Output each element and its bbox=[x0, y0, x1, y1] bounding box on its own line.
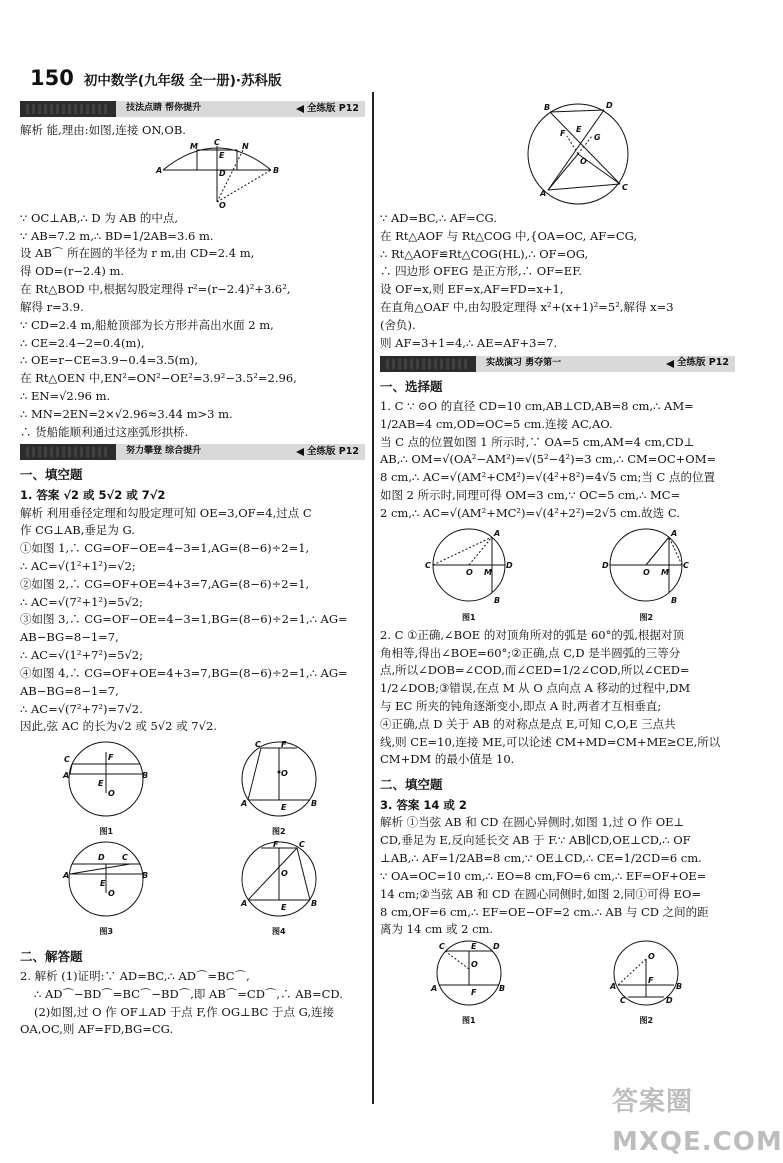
text-line: 在直角△OAF 中,由勾股定理得 x²+(x+1)²=5²,解得 x=3 bbox=[380, 300, 674, 315]
bridge-diagram bbox=[155, 137, 280, 210]
svg-text:A: A bbox=[493, 528, 500, 538]
text-line: 离为 14 cm 或 2 cm. bbox=[380, 922, 494, 937]
svg-text:D: D bbox=[602, 560, 609, 570]
watermark-logo: 答案圈 MXQE.COM bbox=[612, 1087, 783, 1158]
svg-text:M: M bbox=[661, 567, 670, 577]
banner-decoration bbox=[380, 356, 476, 372]
section-title: 二、解答题 bbox=[20, 948, 83, 964]
svg-text:E: E bbox=[470, 942, 477, 952]
text-line: 在 Rt△BOD 中,根据勾股定理得 r²=(r−2.4)²+3.6², bbox=[20, 282, 291, 297]
text-line: 1/2AB=4 cm,OD=OC=5 cm.连接 AC,AO. bbox=[380, 416, 613, 431]
svg-text:A: A bbox=[671, 528, 678, 538]
figure-4 bbox=[235, 838, 323, 938]
svg-text:F: F bbox=[470, 988, 477, 998]
text-line: 当 C 点的位置如图 1 所示时,∵ OA=5 cm,AM=4 cm,CD⊥ bbox=[380, 434, 695, 449]
svg-text:D: D bbox=[505, 560, 513, 570]
svg-text:C: C bbox=[214, 137, 220, 147]
figure-caption: 图1 bbox=[461, 613, 476, 623]
svg-text:B: B bbox=[671, 595, 678, 605]
text-line: ∴ EN=√2.96 m. bbox=[20, 388, 111, 403]
text-line: ①如图 1,∴ CG=OF−OE=4−3=1,AG=(8−6)÷2=1, bbox=[20, 541, 310, 556]
svg-text:D: D bbox=[492, 942, 500, 952]
text-line: 解析 能,理由:如图,连接 ON,OB. bbox=[20, 123, 186, 137]
svg-text:B: B bbox=[676, 982, 683, 992]
text-line: AB−BG=8−1=7, bbox=[20, 630, 119, 645]
text-line: 1/2∠DOB;③错误,在点 M 从 O 点向点 A 移动的过程中,DM bbox=[380, 681, 691, 696]
text-line: ∴ AC=√(7²+1²)=5√2; bbox=[20, 594, 143, 609]
svg-text:D: D bbox=[606, 101, 613, 110]
section-banner bbox=[20, 100, 365, 118]
figure-row bbox=[380, 939, 735, 1027]
svg-text:F: F bbox=[272, 840, 279, 850]
text-line: 8 cm,OF=6 cm,∴ EF=OE−OF=2 cm.∴ AB 与 CD 之间的距 bbox=[380, 904, 709, 919]
answer-line: 3. 答案 14 或 2 bbox=[380, 797, 467, 812]
svg-text:C: C bbox=[620, 996, 627, 1006]
section-banner bbox=[20, 443, 365, 461]
text-line: 在 Rt△OEN 中,EN²=ON²−OE²=3.9²−3.5²=2.96, bbox=[20, 371, 297, 386]
svg-text:D: D bbox=[219, 168, 226, 178]
text-line: 得 OD=(r−2.4) m. bbox=[20, 264, 125, 279]
banner-tag-text: 全练版 P12 bbox=[307, 446, 359, 458]
text-line: ⊥AB,∴ AF=1/2AB=8 cm,∵ OE⊥CD,∴ CE=1/2CD=6 cm. bbox=[380, 851, 702, 866]
svg-text:B: B bbox=[142, 771, 149, 781]
right-top-figure bbox=[380, 92, 735, 210]
svg-text:A: A bbox=[156, 165, 163, 175]
figure-caption: 图4 bbox=[271, 927, 286, 937]
figure-2 bbox=[235, 738, 323, 838]
text-line: ④正确,点 D 关于 AB 的对称点是点 E,可知 C,O,E 三点共 bbox=[380, 716, 676, 731]
svg-text:C: C bbox=[438, 942, 445, 952]
book-title: 初中数学(九年级 全一册)·苏科版 bbox=[83, 73, 282, 89]
text-line: 解析 ①当弦 AB 和 CD 在圆心异侧时,如图 1,过 O 作 OE⊥ bbox=[380, 815, 685, 830]
figure-caption: 图2 bbox=[639, 1015, 654, 1025]
column-divider bbox=[372, 92, 374, 1104]
banner-tag bbox=[664, 356, 735, 372]
svg-text:B: B bbox=[493, 595, 500, 605]
text-line: 设 OF=x,则 EF=x,AF=FD=x+1, bbox=[380, 282, 564, 297]
svg-text:O: O bbox=[108, 789, 116, 799]
svg-text:O: O bbox=[465, 567, 473, 577]
svg-text:E: E bbox=[98, 779, 104, 789]
answer-line: 1. 答案 √2 或 5√2 或 7√2 bbox=[20, 487, 166, 502]
svg-text:D: D bbox=[98, 853, 105, 863]
svg-text:A: A bbox=[430, 984, 437, 994]
circle-diagram bbox=[520, 92, 635, 210]
arrow-icon bbox=[666, 360, 674, 368]
text-line: 与 EC 所夹的钝角逐渐变小,即点 A 时,两者才互相垂直; bbox=[380, 699, 662, 714]
svg-text:O: O bbox=[280, 769, 288, 779]
circle-diagram bbox=[62, 838, 150, 920]
text-line: ∵ OC⊥AB,∴ D 为 AB 的中点, bbox=[20, 210, 178, 225]
svg-text:O: O bbox=[643, 567, 651, 577]
svg-text:C: C bbox=[424, 560, 431, 570]
svg-text:A: A bbox=[240, 799, 247, 809]
section-title: 二、填空题 bbox=[380, 777, 443, 793]
svg-text:O: O bbox=[648, 952, 656, 962]
banner-tag bbox=[294, 444, 365, 460]
svg-text:O: O bbox=[219, 200, 226, 210]
text-line: ∴ AC=√(1²+1²)=√2; bbox=[20, 559, 136, 573]
section-banner bbox=[380, 355, 735, 373]
text-line: ④如图 4,∴ CG=OF+OE=4+3=7,BG=(8−6)÷2=1,∴ AG= bbox=[20, 665, 348, 680]
figure-caption: 图3 bbox=[99, 927, 114, 937]
text-line: 因此,弦 AC 的长为√2 或 5√2 或 7√2. bbox=[20, 719, 217, 734]
svg-text:A: A bbox=[240, 899, 247, 909]
figure-2 bbox=[601, 525, 691, 625]
svg-text:C: C bbox=[683, 560, 690, 570]
svg-text:F: F bbox=[108, 753, 114, 763]
svg-text:C: C bbox=[622, 183, 628, 192]
text-line: 1. C ∵ ⊙O 的直径 CD=10 cm,AB⊥CD,AB=8 cm,∴ AM= bbox=[380, 398, 694, 413]
text-line: ③如图 3,∴ CG=OF−OE=4−3=1,BG=(8−6)÷2=1,∴ AG= bbox=[20, 612, 348, 627]
svg-text:N: N bbox=[242, 141, 249, 151]
figure-1 bbox=[424, 525, 514, 625]
svg-text:A: A bbox=[63, 871, 70, 881]
svg-text:B: B bbox=[310, 799, 317, 809]
banner-tag-text: 全练版 P12 bbox=[307, 102, 359, 114]
svg-text:B: B bbox=[273, 165, 280, 175]
figure-row bbox=[20, 838, 365, 938]
text-line: 如图 2 所示时,同理可得 OM=3 cm,∵ OC=5 cm,∴ MC= bbox=[380, 487, 681, 502]
svg-text:E: E bbox=[280, 803, 287, 813]
svg-text:O: O bbox=[580, 157, 587, 166]
text-line: OA,OC,则 AF=FD,BG=CG. bbox=[20, 1022, 174, 1037]
circle-diagram bbox=[235, 738, 323, 820]
text-line: (舍负). bbox=[380, 317, 416, 332]
page-number: 150 bbox=[30, 66, 74, 90]
svg-text:E: E bbox=[576, 125, 582, 134]
text-line: ∴ OE=r−CE=3.9−0.4=3.5(m), bbox=[20, 353, 199, 368]
arrow-icon bbox=[296, 105, 304, 113]
banner-label: 努力攀登 综合提升 bbox=[116, 444, 294, 460]
svg-text:E: E bbox=[100, 879, 106, 889]
circle-diagram bbox=[604, 939, 688, 1009]
text-line: 8 cm,∴ AC=√(AM²+CM²)=√(4²+8²)=4√5 cm;当 C 点的位置 bbox=[380, 470, 716, 485]
text-line: ∵ AD=BC,∴ AF=CG. bbox=[380, 211, 497, 225]
svg-text:E: E bbox=[280, 903, 287, 913]
svg-text:O: O bbox=[280, 869, 288, 879]
svg-text:B: B bbox=[142, 871, 149, 881]
figure-caption: 图1 bbox=[99, 826, 114, 836]
arrow-icon bbox=[296, 448, 304, 456]
text-line: ∴ AC=√(7²+7²)=7√2. bbox=[20, 701, 143, 716]
figure-caption: 图2 bbox=[271, 826, 286, 836]
svg-text:C: C bbox=[298, 840, 305, 850]
text-line: CD,垂足为 E,反向延长交 AB 于 F.∵ AB∥CD,OE⊥CD,∴ OF bbox=[380, 833, 691, 848]
svg-text:F: F bbox=[648, 976, 654, 986]
text-line: ∴ 货船能顺利通过这座弧形拱桥. bbox=[20, 424, 189, 439]
figure-row bbox=[380, 525, 735, 625]
figure-row bbox=[20, 738, 365, 838]
figure-1 bbox=[62, 738, 150, 838]
text-line: (2)如图,过 O 作 OF⊥AD 于点 F,作 OG⊥BC 于点 G,连接 bbox=[34, 1004, 335, 1019]
svg-text:A: A bbox=[63, 771, 70, 781]
svg-text:M: M bbox=[483, 567, 492, 577]
figure-2 bbox=[604, 939, 688, 1027]
circle-diagram bbox=[62, 738, 150, 820]
text-line: 线,则 CE=10,连接 ME,可以论述 CM+MD=CM+ME≥CE,所以 bbox=[380, 734, 721, 749]
text-line: 14 cm;②当弦 AB 和 CD 在圆心同侧时,如图 2,同①可得 EO= bbox=[380, 886, 702, 901]
left-column bbox=[20, 98, 365, 1039]
svg-text:C: C bbox=[254, 740, 261, 750]
banner-tag-text: 全练版 P12 bbox=[677, 357, 729, 369]
text-line: ∴ AC=√(1²+7²)=5√2; bbox=[20, 648, 143, 663]
svg-text:C: C bbox=[64, 755, 71, 765]
text-line: ∴ MN=2EN=2×√2.96≈3.44 m>3 m. bbox=[20, 406, 233, 421]
svg-text:O: O bbox=[470, 960, 478, 970]
figure-3 bbox=[62, 838, 150, 938]
text-line: 设 AB⌒ 所在圆的半径为 r m,由 CD=2.4 m, bbox=[20, 246, 255, 261]
right-column bbox=[380, 92, 735, 1027]
text-line: AB,∴ OM=√(OA²−AM²)=√(5²−4²)=3 cm,∴ CM=OC+OM= bbox=[380, 452, 717, 467]
figure-caption: 图1 bbox=[461, 1015, 476, 1025]
circle-diagram bbox=[427, 939, 511, 1009]
text-line: CM+DM 的最小值是 10. bbox=[380, 752, 515, 767]
text-line: ∴ Rt△AOF≌Rt△COG(HL),∴ OF=OG, bbox=[380, 246, 589, 261]
svg-text:A: A bbox=[540, 189, 547, 198]
text-line: ②如图 2,∴ CG=OF+OE=4+3=7,AG=(8−6)÷2=1, bbox=[20, 576, 310, 591]
text-line: AB−BG=8−1=7, bbox=[20, 683, 119, 698]
banner-label: 技法点睛 帮你提升 bbox=[116, 101, 294, 117]
svg-text:G: G bbox=[594, 133, 601, 142]
text-line: ∴ 四边形 OFEG 是正方形,∴ OF=EF. bbox=[380, 264, 583, 279]
section-title: 一、填空题 bbox=[20, 467, 83, 483]
svg-text:F: F bbox=[280, 740, 287, 750]
text-line: ∴ CE=2.4−2=0.4(m), bbox=[20, 335, 145, 350]
banner-label: 实战演习 勇夺第一 bbox=[476, 356, 664, 372]
text-line: ∴ AD⌒−BD⌒=BC⌒−BD⌒,即 AB⌒=CD⌒,∴ AB=CD. bbox=[34, 986, 343, 1001]
text-line: ∵ OA=OC=10 cm,∴ EO=8 cm,FO=6 cm,∴ EF=OF+OE= bbox=[380, 868, 707, 883]
banner-decoration bbox=[20, 444, 116, 460]
section-title: 一、选择题 bbox=[380, 378, 443, 394]
svg-text:B: B bbox=[310, 899, 317, 909]
svg-text:D: D bbox=[666, 996, 673, 1006]
svg-text:M: M bbox=[190, 141, 198, 151]
svg-text:O: O bbox=[108, 889, 116, 899]
circle-diagram bbox=[235, 838, 323, 920]
svg-text:E: E bbox=[219, 150, 225, 160]
text-line: 点,所以∠DOB=∠COD,而∠CED=1/2∠COD,所以∠CED= bbox=[380, 663, 690, 678]
text-line: 解析 利用垂径定理和勾股定理可知 OE=3,OF=4,过点 C bbox=[20, 505, 312, 520]
text-line: 作 CG⊥AB,垂足为 G. bbox=[20, 523, 135, 538]
text-line: 在 Rt△AOF 与 Rt△COG 中,{OA=OC, AF=CG, bbox=[380, 228, 638, 243]
text-line: 2 cm,∴ AC=√(AM²+MC²)=√(4²+2²)=2√5 cm.故选 C. bbox=[380, 505, 680, 520]
text-line: 2. 解析 (1)证明:∵ AD=BC,∴ AD⌒=BC⌒, bbox=[20, 968, 250, 983]
bridge-figure bbox=[20, 137, 365, 210]
svg-text:C: C bbox=[122, 853, 129, 863]
text-line: 解得 r=3.9. bbox=[20, 299, 84, 314]
text-line: 角相等,得出∠BOE=60°;②正确,点 C,D 是半圆弧的三等分 bbox=[380, 645, 681, 660]
figure-caption: 图2 bbox=[639, 613, 654, 623]
text-line: ∵ AB=7.2 m,∴ BD=1/2AB=3.6 m. bbox=[20, 228, 214, 243]
figure-1 bbox=[427, 939, 511, 1027]
text-line: 则 AF=3+1=4,∴ AE=AF+3=7. bbox=[380, 335, 558, 350]
page-header bbox=[30, 62, 282, 95]
text-line: 2. C ①正确,∠BOE 的对顶角所对的弧是 60°的弧,根据对顶 bbox=[380, 627, 685, 642]
svg-text:A: A bbox=[610, 982, 617, 992]
svg-text:B: B bbox=[498, 984, 505, 994]
svg-text:B: B bbox=[544, 103, 551, 112]
banner-decoration bbox=[20, 101, 116, 117]
circle-diagram bbox=[601, 525, 691, 607]
text-line: ∵ CD=2.4 m,船舱顶部为长方形并高出水面 2 m, bbox=[20, 317, 274, 332]
svg-text:F: F bbox=[560, 129, 566, 138]
circle-diagram bbox=[424, 525, 514, 607]
banner-tag bbox=[294, 101, 365, 117]
